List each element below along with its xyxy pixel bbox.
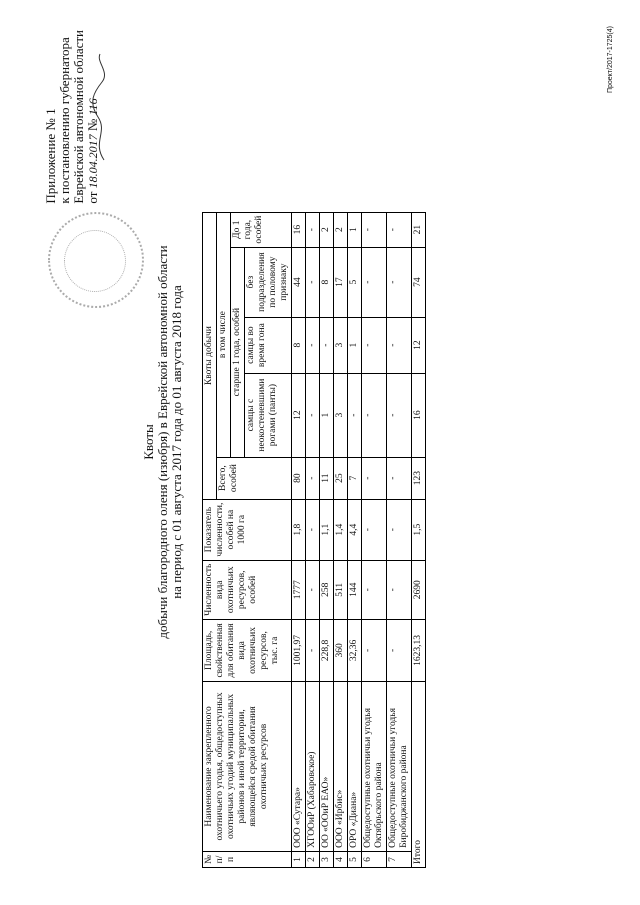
cell-area: 228,8 (320, 619, 334, 681)
cell-density: - (387, 499, 412, 560)
total-label: Итого (412, 681, 426, 867)
cell-no: 1 (292, 851, 306, 867)
cell-density: - (362, 499, 387, 560)
appendix-line3: Еврейской автономной области (71, 30, 86, 204)
cell-no: 6 (362, 851, 387, 867)
cell-count: 258 (320, 560, 334, 619)
cell-total: - (362, 457, 387, 499)
cell-young: - (306, 212, 320, 247)
quota-table (202, 212, 426, 868)
date-prefix: от (85, 191, 100, 204)
cell-total: 7 (348, 457, 362, 499)
header-quota-group: Квоты добычи (203, 212, 217, 499)
total-density: 1,5 (412, 499, 426, 560)
table-row (320, 212, 334, 867)
cell-count: 144 (348, 560, 362, 619)
cell-nosex: 17 (334, 247, 348, 317)
cell-total: 25 (334, 457, 348, 499)
title-line1: Квоты (141, 424, 156, 460)
table-row (306, 212, 320, 867)
cell-count: 1777 (292, 560, 306, 619)
total-total: 123 (412, 457, 426, 499)
total-count: 2690 (412, 560, 426, 619)
cell-nosex: 44 (292, 247, 306, 317)
cell-density: - (306, 499, 320, 560)
cell-area: - (306, 619, 320, 681)
document-code: Проект/2017-1725(4) (607, 26, 614, 94)
cell-name: ООО «Ирбис» (334, 681, 348, 851)
cell-males: 1 (320, 373, 334, 457)
header-rut: самцы во время гона (245, 317, 292, 373)
cell-nosex: - (306, 247, 320, 317)
cell-rut: 1 (348, 317, 362, 373)
signature-mark (90, 52, 110, 162)
cell-no: 2 (306, 851, 320, 867)
cell-density: 1,1 (320, 499, 334, 560)
appendix-date: 18.04.2017 (86, 134, 100, 189)
cell-nosex: 5 (348, 247, 362, 317)
cell-name: ОРО «Диана» (348, 681, 362, 851)
cell-young: 16 (292, 212, 306, 247)
cell-total: - (306, 457, 320, 499)
title-line2: добычи благородного оленя (изюбря) в Еврейской автономной области (155, 245, 170, 639)
cell-no: 7 (387, 851, 412, 867)
cell-nosex: - (387, 247, 412, 317)
total-males: 16 (412, 373, 426, 457)
cell-no: 4 (334, 851, 348, 867)
header-nosex: без подразделения по половому признаку (245, 247, 292, 317)
header-total: Всего, особей (217, 457, 292, 499)
cell-males: 12 (292, 373, 306, 457)
header-density: Показатель численности, особей на 1000 га (203, 499, 292, 560)
cell-no: 5 (348, 851, 362, 867)
cell-count: 511 (334, 560, 348, 619)
cell-rut: - (320, 317, 334, 373)
total-nosex: 74 (412, 247, 426, 317)
cell-nosex: 8 (320, 247, 334, 317)
cell-density: 4,4 (348, 499, 362, 560)
official-stamp (48, 212, 144, 308)
cell-rut: - (306, 317, 320, 373)
cell-count: - (362, 560, 387, 619)
rotated-page (20, 12, 620, 892)
cell-name: ХГООиР (Хабаровское) (306, 681, 320, 851)
cell-males: - (362, 373, 387, 457)
appendix-line1: Приложение № 1 (43, 108, 58, 204)
cell-area: - (362, 619, 387, 681)
cell-count: - (387, 560, 412, 619)
total-rut: 12 (412, 317, 426, 373)
cell-area: 1001,97 (292, 619, 306, 681)
title-line3: на период с 01 августа 2017 года до 01 августа 2018 года (169, 285, 184, 599)
cell-name: ОО «ООиР ЕАО» (320, 681, 334, 851)
cell-name: ООО «Сутара» (292, 681, 306, 851)
header-males: самцы с неокостеневшими рогами (панты) (245, 373, 292, 457)
table-row (387, 212, 412, 867)
cell-area: - (387, 619, 412, 681)
table-row (334, 212, 348, 867)
total-area: 1623,13 (412, 619, 426, 681)
cell-area: 32,36 (348, 619, 362, 681)
header-young: До 1 года, особей (231, 212, 292, 247)
cell-rut: - (362, 317, 387, 373)
cell-density: 1,4 (334, 499, 348, 560)
appendix-line2: к постановлению губернатора (57, 37, 72, 204)
cell-area: 360 (334, 619, 348, 681)
cell-count: - (306, 560, 320, 619)
cell-name: Общедоступные охотничьи угодья Октябрьского района (362, 681, 387, 851)
header-name: Наименование закрепленного охотничьего угодья, общедоступных охотничьих угодий муниципальных районов и иной территории, являющейся средой обитания охотничьих ресурсов (203, 681, 292, 851)
cell-rut: 3 (334, 317, 348, 373)
table-row (292, 212, 306, 867)
cell-total: 80 (292, 457, 306, 499)
cell-rut: - (387, 317, 412, 373)
total-row (412, 212, 426, 867)
cell-total: - (387, 457, 412, 499)
cell-density: 1,8 (292, 499, 306, 560)
appendix-number: 116 (86, 98, 100, 116)
cell-nosex: - (362, 247, 387, 317)
cell-young: 1 (348, 212, 362, 247)
header-no: № п/п (203, 851, 292, 867)
header-older: старше 1 года, особей (231, 247, 245, 457)
cell-young: 2 (320, 212, 334, 247)
total-young: 21 (412, 212, 426, 247)
header-count: Численность вида охотничьих ресурсов, особей (203, 560, 292, 619)
cell-no: 3 (320, 851, 334, 867)
table-row (348, 212, 362, 867)
cell-males: 3 (334, 373, 348, 457)
header-in-that: в том числе (217, 212, 231, 457)
cell-males: - (387, 373, 412, 457)
num-prefix: № (85, 118, 100, 132)
cell-rut: 8 (292, 317, 306, 373)
cell-young: - (387, 212, 412, 247)
cell-males: - (348, 373, 362, 457)
cell-males: - (306, 373, 320, 457)
cell-young: 2 (334, 212, 348, 247)
cell-young: - (362, 212, 387, 247)
header-area: Площадь, свойственная для обитания вида охотничьих ресурсов, тыс. га (203, 619, 292, 681)
document-title (142, 242, 184, 642)
cell-total: 11 (320, 457, 334, 499)
table-row (362, 212, 387, 867)
cell-name: Общедоступные охотничьи угодья Биробиджанского района (387, 681, 412, 851)
